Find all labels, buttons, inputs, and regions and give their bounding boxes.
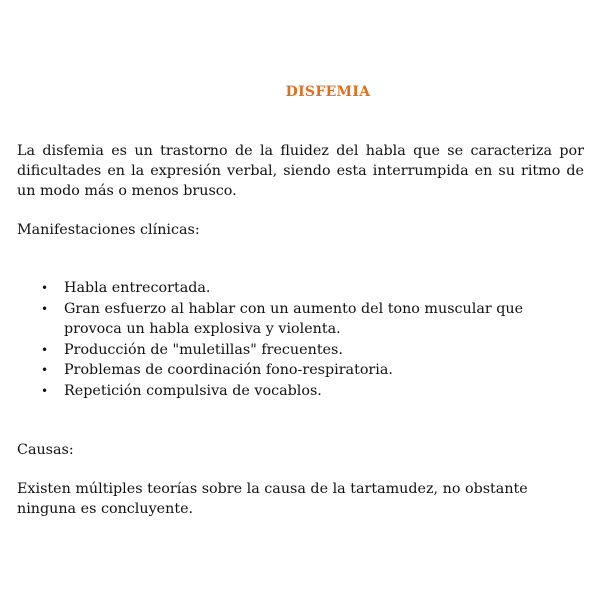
list-item: • Habla entrecortada. xyxy=(17,278,584,299)
list-item: • Problemas de coordinación fono-respiratoria. xyxy=(17,360,584,381)
causes-paragraph: Existen múltiples teorías sobre la causa de la tartamudez, no obstante ninguna es concluyente. xyxy=(17,481,528,517)
bullet-icon: • xyxy=(41,342,49,357)
list-item: • Gran esfuerzo al hablar con un aumento del tono muscular que provoca un habla explosiva y violenta. xyxy=(41,300,524,338)
bullet-icon: • xyxy=(41,363,49,378)
manifestations-list xyxy=(17,278,584,402)
list-item: • Producción de "muletillas" frecuentes. xyxy=(17,340,584,361)
document-title: DISFEMIA xyxy=(285,84,371,100)
manifestations-heading: Manifestaciones clínicas: xyxy=(17,222,200,238)
bullet-icon: • xyxy=(41,383,49,398)
causes-heading: Causas: xyxy=(17,442,74,458)
bullet-icon: • xyxy=(41,281,49,295)
list-item: • Repetición compulsiva de vocablos. xyxy=(17,381,584,402)
bullet-icon: • xyxy=(41,301,49,316)
intro-paragraph: La disfemia es un trastorno de la fluidez del habla que se caracteriza por dificultades en la expresión verbal, siendo esta interrumpida en su ritmo de un modo más o menos brusco. xyxy=(17,143,584,199)
